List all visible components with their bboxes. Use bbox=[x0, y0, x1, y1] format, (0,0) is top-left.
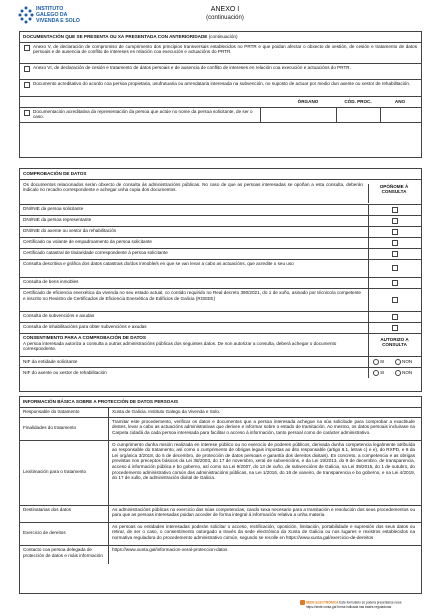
sede-url[interactable]: https://sede.xunta.gal bbox=[306, 605, 337, 609]
verification-row bbox=[20, 227, 421, 238]
organ-field[interactable] bbox=[260, 108, 337, 122]
yes-radio[interactable] bbox=[373, 359, 379, 365]
verification-section bbox=[19, 168, 422, 392]
oppose-checkbox[interactable] bbox=[392, 297, 398, 303]
privacy-row-label: Destinatarias dos datos bbox=[23, 507, 72, 513]
no-label: NON bbox=[402, 358, 413, 364]
consent-row bbox=[20, 357, 421, 368]
oppose-checkbox[interactable] bbox=[392, 280, 398, 286]
privacy-row-label: Contacto coa persoa delegada de protección de datos e máis información bbox=[23, 547, 103, 558]
verification-item-text: DNI/NIE da persoa representante bbox=[23, 217, 92, 223]
doc-checkbox[interactable] bbox=[24, 66, 30, 72]
verification-row bbox=[20, 205, 421, 216]
logo bbox=[18, 4, 88, 26]
yes-label: SI bbox=[380, 369, 385, 375]
no-radio[interactable] bbox=[395, 359, 401, 365]
oppose-checkbox[interactable] bbox=[392, 229, 398, 235]
verification-row bbox=[20, 289, 421, 312]
oppose-checkbox[interactable] bbox=[392, 251, 398, 257]
documentation-heading: DOCUMENTACIÓN QUE SE PRESENTA OU XA PRESENTADA CON ANTERIORIDADE bbox=[23, 34, 208, 39]
doc-item-text: Anexo VI, de declaración de cesión e tratamento de datos persoais e de ausencia de conflito de intereses en relación coa execución e actuacións do PRTR. bbox=[33, 64, 351, 70]
logo-dots-icon bbox=[18, 6, 34, 24]
sede-tail: forma indicada nas bases reguladoras bbox=[337, 605, 392, 609]
privacy-row bbox=[20, 546, 421, 564]
verification-row bbox=[20, 249, 421, 260]
sede-icon bbox=[300, 600, 305, 605]
authorize-header: AUTORIZO A CONSULTA bbox=[368, 334, 420, 356]
verification-item-text: DNI/NIE do axente ou xestor da rehabilitación bbox=[23, 228, 117, 234]
privacy-row-text: https://www.xunta.gal/informacion-xeral-proteccion-datos bbox=[112, 546, 228, 552]
verification-item-text: Consulta de subvencións e axudas bbox=[23, 313, 95, 319]
privacy-row bbox=[20, 418, 421, 441]
privacy-row-text: As persoas ou entidades interesadas poderán solicitar o acceso, rectificación, oposición, limitación, portabilidade e supresión dos seus datos ou retirar, de ser o caso, o consentimento outorgado a través da sede electrónica da Xunta de Galicia ou nos lugares e rexistros establecidos na normativa reguladora do procedemento administrativo común, segundo se recolle en https://www.xunta.gal/exercicio-de-dereitos bbox=[112, 523, 415, 540]
doc-item bbox=[20, 64, 421, 80]
privacy-row-label: Lexitimación para o tratamento bbox=[23, 468, 87, 474]
footer bbox=[300, 600, 435, 609]
doc-item-text: Documento acreditativo do acordo coa persoa propietaria, usufrutuaria ou arrendataria interesada na subvención, no suposto de actuar por medio dun axente ou xestor de rehabilitación. bbox=[33, 80, 411, 86]
documentation-section bbox=[19, 31, 422, 158]
privacy-row-label: Responsable do tratamento bbox=[23, 409, 80, 415]
no-radio[interactable] bbox=[395, 370, 401, 376]
documentation-heading-suffix: (continuación) bbox=[208, 34, 238, 39]
privacy-section bbox=[19, 396, 422, 594]
year-field[interactable] bbox=[380, 108, 421, 122]
privacy-row-label: Finalidades do tratamento bbox=[23, 424, 77, 430]
privacy-row-text: Xunta de Galicia. Instituto Galego da Vivenda e Solo. bbox=[112, 408, 221, 414]
verification-row bbox=[20, 216, 421, 227]
verification-row bbox=[20, 238, 421, 249]
privacy-row-text: O cumprimento dunha misión realizada en interese público ou no exercicio de poderes públicos, derivada dunha competencia legalmente atribuída ao responsable do tratamento, así como o cumprimento de obrigas legais impostas ao dito responsable (artigo 6.1, letras c) e e), do RXPD, e 8 da Lei orgánica 3/2018, do 5 de decembro, de protección de datos persoais e garantía dos dereitos dixitais). En concreto, a competencia e as obrigas previstas nos preceptos básicos da Lei 38/2003, do 17 de novembro, xeral de subvencións, e da Lei 19/2013, do 9 de decembro, de transparencia, acceso á información pública e bo goberno, así como na Lei 9/2007, do 13 de xuño, de subvencións de Galicia, na Lei 39/2015, do 1 de outubro, do procedemento administrativo común das administracións públicas, na Lei 1/2016, do 18 de xaneiro, de transparencia e bo goberno, e na Lei 4/2019, do 17 de xullo, de administración dixital de Galicia. bbox=[112, 441, 415, 481]
privacy-heading: INFORMACIÓN BÁSICA SOBRE A PROTECCIÓN DE DATOS PERSOAIS bbox=[20, 397, 421, 408]
yes-radio[interactable] bbox=[373, 370, 379, 376]
oppose-checkbox[interactable] bbox=[392, 240, 398, 246]
col-year-header: ANO bbox=[394, 98, 406, 104]
verification-heading: COMPROBACIÓN DE DATOS bbox=[20, 169, 421, 180]
privacy-row bbox=[20, 441, 421, 506]
doc-item-text: Documentación acreditativa da representación da persoa que actúe no nome da persoa solicitante, de ser o caso. bbox=[33, 108, 253, 120]
privacy-row-text: As administracións públicas no exercicio das súas competencias, cando sexa necesario para a tramitación e resolución dos seus procedementos ou para que as persoas interesadas poidan acceder de forma integral á información relativa a unha materia. bbox=[112, 506, 415, 518]
doc-item-text: Anexo V, de declaración de compromiso de cumprimento dos principios transversais establecidos no PRTR e que poidan afectar o obxecto de xestión, de cesión e tratamento de datos persoais e de ausencia de conflito de intereses en relación coa execución e actuacións do PRTR. bbox=[33, 43, 417, 55]
doc-item bbox=[20, 43, 421, 64]
verification-item-text: Consulta de inhabilitacións para obter subvencións e axudas bbox=[23, 324, 147, 330]
oppose-checkbox[interactable] bbox=[392, 265, 398, 271]
page-title: ANEXO I bbox=[210, 6, 240, 13]
privacy-row-text: Tramitar este procedemento, verificar os datos e documentos que a persoa interesada achegue na súa solicitude para comprobar a exactitude destes, levar a cabo as actuacións administrativas que deriven e informar sobre o estado de tramitación. Ao mesmo, os datos persoais incluirase na Carpeta cidadá da cada persoa interesada para facilitar o acceso á información, tanto persoal como de carácter administrativo. bbox=[112, 418, 415, 435]
verification-item-text: Certificado ou volante de empadroamento da persoa solicitante bbox=[23, 239, 152, 245]
yes-label: SI bbox=[380, 358, 385, 364]
oppose-checkbox[interactable] bbox=[392, 325, 398, 331]
doc-checkbox[interactable] bbox=[24, 110, 30, 116]
privacy-row bbox=[20, 523, 421, 546]
verification-item-text: Certificado de eficiencia enerxética da vivenda no seu estado actual, co contido requirido no Real decreto 390/2021, do 1 de xuño, asinado por técnico/a competente e inscrito no Rexistro de Certificados de Eficiencia Enerxética de Edificios de Galicia (RGEEE) bbox=[23, 290, 361, 301]
oppose-checkbox[interactable] bbox=[392, 207, 398, 213]
privacy-row bbox=[20, 506, 421, 523]
oppose-checkbox[interactable] bbox=[392, 314, 398, 320]
code-field[interactable] bbox=[336, 108, 381, 122]
doc-item bbox=[20, 108, 421, 123]
verification-item-text: Certificado catastral de titularidade correspondente á persoa solicitante bbox=[23, 250, 168, 256]
verification-item-text: Consulta de bens inmobles bbox=[23, 279, 79, 285]
verification-item-text: Consulta descritiva e gráfica dos datos catastrais do/dos inmoble/s en que se van levar a cabo as actuacións, que acredite o seu uso bbox=[23, 261, 294, 267]
verification-row bbox=[20, 278, 421, 289]
doc-item bbox=[20, 80, 421, 97]
privacy-row bbox=[20, 408, 421, 418]
doc-checkbox[interactable] bbox=[24, 82, 30, 88]
logo-line-1: INSTITUTO bbox=[36, 6, 64, 12]
verification-row bbox=[20, 260, 421, 278]
no-label: NON bbox=[402, 369, 413, 375]
logo-line-3: VIVENDA E SOLO bbox=[36, 18, 80, 24]
privacy-row-label: Exercicio de dereitos bbox=[23, 529, 66, 535]
logo-line-2: GALEGO DA bbox=[36, 12, 68, 18]
verification-row bbox=[20, 312, 421, 323]
verification-intro: Os documentos relacionados serán obxecto de consulta ás administracións públicas. No caso de que as persoas interesadas se opoñan a esta consulta, deberán indicalo no recadro correspondente e achegar unha copia dos documentos. bbox=[23, 181, 363, 193]
oppose-header: OPÓÑOME Á CONSULTA bbox=[368, 184, 419, 203]
verification-row bbox=[20, 323, 421, 334]
consent-item-text: NIF do axente ou xestor de rehabilitación bbox=[23, 369, 107, 375]
consent-item-text: NIF da entidade solicitante bbox=[23, 358, 78, 364]
sede-text: Este formulario só poderá presentarse nesa bbox=[339, 600, 402, 605]
col-organ-header: ÓRGANO bbox=[297, 98, 319, 104]
oppose-checkbox[interactable] bbox=[392, 218, 398, 224]
doc-checkbox[interactable] bbox=[24, 45, 30, 51]
consent-heading: CONSENTIMENTO PARA A COMPROBACIÓN DE DATOS bbox=[23, 335, 146, 341]
verification-item-text: DNI/NIE da persoa solicitante bbox=[23, 206, 84, 212]
consent-text: A persoa interesada autoriza a consulta a outras administracións públicas dos seguintes datos. De non autorizar a consulta, deberá achegar o documento correspondente. bbox=[23, 340, 337, 352]
page-subtitle: (continuación) bbox=[206, 15, 244, 21]
col-code-header: CÓD. PROC. bbox=[344, 98, 372, 104]
consent-row bbox=[20, 368, 421, 378]
sede-label: SEDE ELECTRÓNICA bbox=[305, 600, 339, 605]
